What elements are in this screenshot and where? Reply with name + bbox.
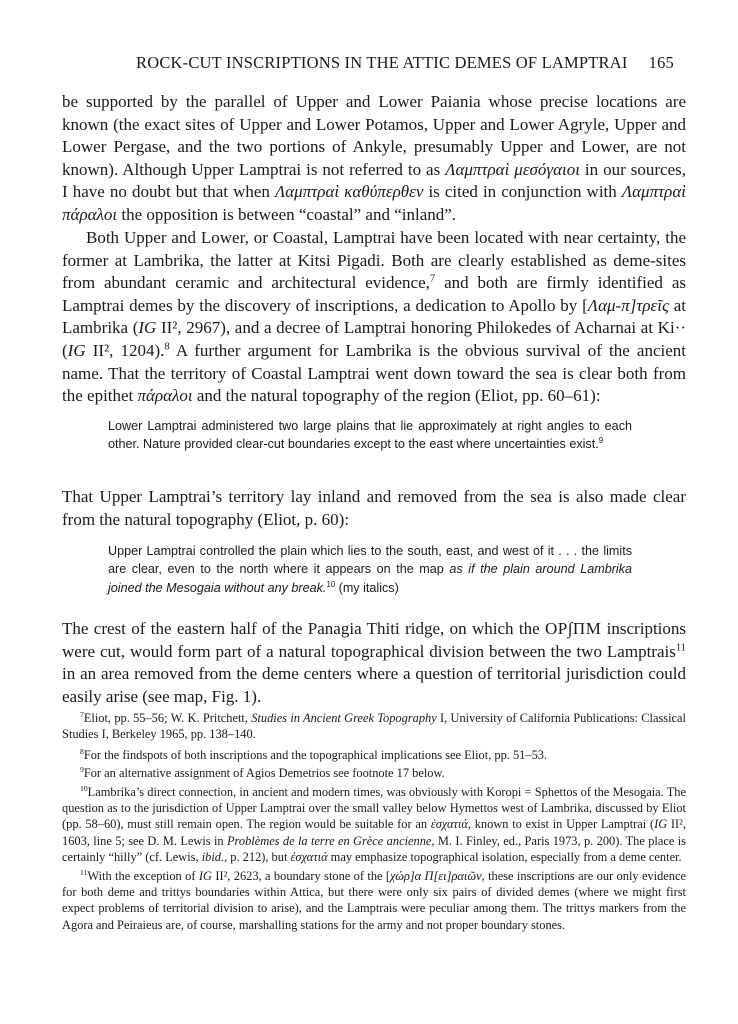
footnote-10: $^{10}$Lambrika’s direct connection, in ancient and modern times, was obviously with Koropi = Sphettos of the Mesogaia. The question as to the jurisdiction of Upper Lamptrai over the small valley below Hymettos west of Lambrika, discussed by Eliot (pp. 58–60), must still remain open. The region would be suitable for an ἐσχατιά, known to exist in Upper Lamptrai (IG II², 1603, line 5; see D. M. Lewis in Problèmes de la terre en Grèce ancienne, M. I. Finley, ed., Paris 1973, p. 200). The place is certainly “hilly” (cf. Lewis, ibid., p. 212), but ἐσχατιά may emphasize topographical isolation, especially from a deme center. [62, 783, 686, 865]
greek-term: Λαμπτραὶ πάραλοι [62, 182, 686, 224]
greek-term: Λαμ-π]τρεῖς [587, 295, 669, 315]
footnote-ref-10[interactable]: 10 [326, 579, 336, 589]
footnote-ref-11[interactable]: 11 [675, 641, 686, 653]
body-paragraph-3: That Upper Lamptrai’s territory lay inland and removed from the sea is also made clear from the natural topography (Eliot, p. 60): [62, 487, 686, 529]
page-number: 165 [648, 53, 674, 72]
greek-term: πάραλοι [137, 386, 193, 406]
footnote-11: $^{11}$With the exception of IG II², 2623, a boundary stone of the [χώρ]α Π[ει]ραιῶν, these inscriptions are our only evidence for both deme and trittys boundaries within Attica, but there were only six pairs of divided demes (where we might first expect problems of territorial division to arise), and the Lamptrais were peculiar among them. The trittys markers from the Agora and Peiraieus are, of course, marshalling stations for the army and not proper boundary stones. [62, 867, 686, 932]
greek-term: Λαμπτραὶ καθύπερθεν [274, 182, 424, 202]
footnote-ref-7[interactable]: 7 [429, 273, 436, 285]
body-paragraph-1: be supported by the parallel of Upper and Lower Paiania whose precise locations are known (the exact sites of Upper and Lower Potamos, Upper and Lower Agryle, Upper and Lower Pergase, and the two portions of Ankyle, presumably Upper and Lower, are not known). Although Upper Lamptrai is not referred to as Λαμπτραὶ μεσόγαιοι in our sources, I have no doubt but that when Λαμπτραὶ καθύπερθεν is cited in conjunction with Λαμπτραὶ πάραλοι the opposition is between “coastal” and “inland”. [62, 92, 686, 224]
footnotes [62, 710, 686, 937]
body-paragraph-2: Both Upper and Lower, or Coastal, Lamptrai have been located with near certainty, the former at Lambrika, the latter at Kitsi Pigadi. Both are clearly established as deme-sites from abundant ceramic and architectural evidence,$^7$ and both are firmly identified as Lamptrai demes by the discovery of inscriptions, a dedication to Apollo by [Λαμ-π]τρεῖς at Lambrika (IG II², 2967), and a decree of Lamptrai honoring Philokedes of Acharnai at Ki·· (IG II², 1204).$^8$ A further argument for Lambrika is the obvious survival of the ancient name. That the territory of Coastal Lamptrai went down toward the sea is clear both from the epithet πάραλοι and the natural topography of the region (Eliot, pp. 60–61): [62, 228, 686, 406]
footnote-ref-8[interactable]: 8 [164, 341, 170, 353]
ig-abbrev: IG [138, 318, 157, 338]
epigraphic-letters: ΟΡ∫ΠΜ [545, 619, 602, 638]
block-quote-1: Lower Lamptrai administered two large plains that lie approximately at right angles to each other. Nature provided clear-cut boundaries except to the east where uncertainties exist.$^9$ [108, 419, 632, 452]
footnote-9: $^9$For an alternative assignment of Agios Demetrios see footnote 17 below. [80, 765, 445, 781]
block-quote-2: Upper Lamptrai controlled the plain which lies to the south, east, and west of it . . . the limits are clear, even to the north where it appears on the map as if the plain around Lambrika joined the Mesogaia without any break.$^{10}$ (my italics) [108, 544, 633, 595]
body-paragraph-4: The crest of the eastern half of the Panagia Thiti ridge, on which the ΟΡ∫ΠΜ inscriptions were cut, would form part of a natural topographical division between the two Lamptrais$^{11}$ in an area removed from the deme centers where a question of territorial jurisdiction could easily arise (see map, Fig. 1). [62, 619, 687, 706]
running-header [104, 50, 688, 76]
footnote-7: $^7$Eliot, pp. 55–56; W. K. Pritchett, Studies in Ancient Greek Topography I, University of California Publications: Classical Studies I, Berkeley 1965, pp. 138–140. [62, 709, 686, 742]
ig-abbrev: IG [67, 340, 86, 360]
footnote-ref-9[interactable]: 9 [598, 436, 604, 446]
greek-term: Λαμπτραὶ μεσόγαιοι [445, 159, 580, 179]
footnote-8: $^8$For the findspots of both inscriptions and the topographical implications see Eliot, pp. 51–53. [80, 746, 548, 762]
running-title: ROCK-CUT INSCRIPTIONS IN THE ATTIC DEMES OF LAMPTRAI [136, 53, 628, 72]
